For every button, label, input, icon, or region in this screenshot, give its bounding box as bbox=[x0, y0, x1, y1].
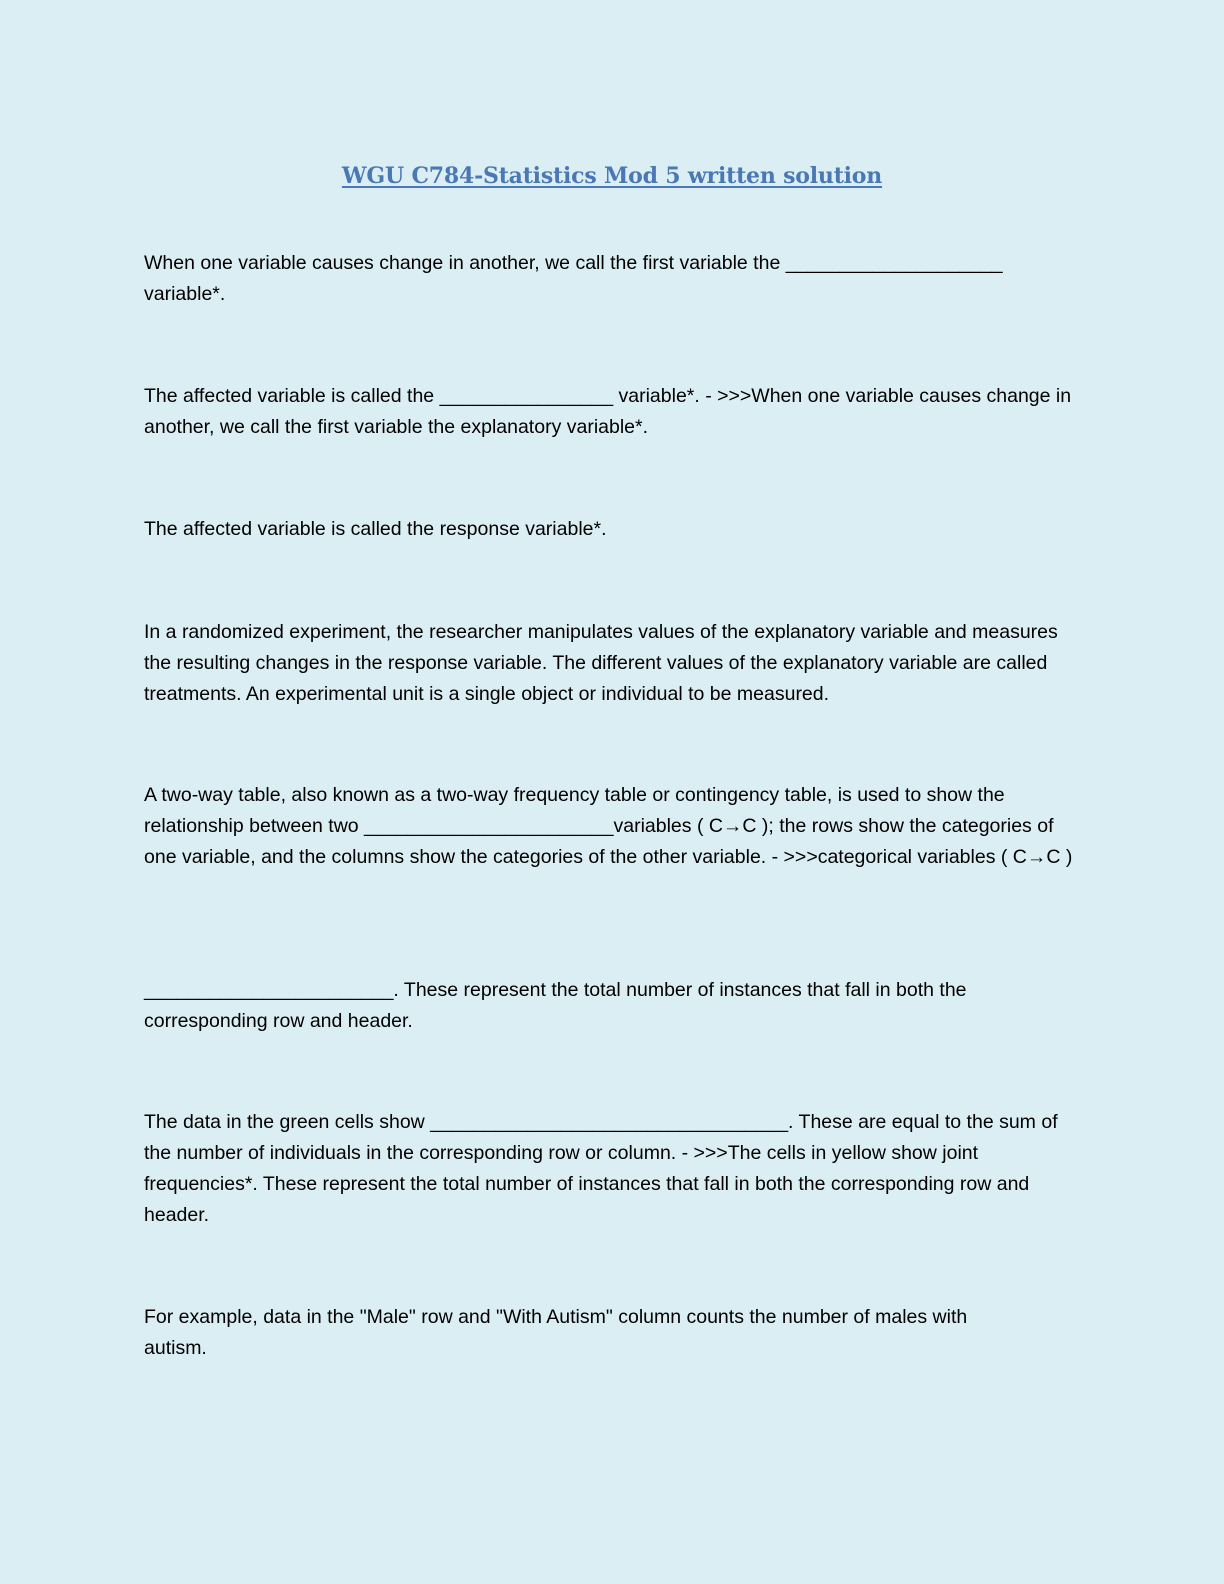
paragraph-response-answer: The affected variable is called the response variable*. bbox=[144, 518, 607, 540]
paragraph-two-way-table: A two-way table, also known as a two-way frequency table or contingency table, is used to show the relationship between two _______________________variables ( C→C ); the rows show the categories of one variable, and the columns show the categories of the other variable. - >>>categorical variables ( C→C ) bbox=[144, 784, 1073, 868]
paragraph-joint-frequencies-question: _______________________. These represent the total number of instances that fall in both the corresponding row and header. bbox=[144, 979, 967, 1032]
paragraph-randomized-experiment: In a randomized experiment, the researcher manipulates values of the explanatory variable and measures the resulting changes in the response variable. The different values of the explanatory variable are called treatments. An experimental unit is a single object or individual to be measured. bbox=[144, 621, 1058, 705]
paragraph-response-question: The affected variable is called the ________________ variable*. - >>>When one variable causes change in another, we call the first variable the explanatory variable*. bbox=[144, 385, 1072, 438]
paragraph-green-cells: The data in the green cells show _________________________________. These are equal to the sum of the number of individuals in the corresponding row or column. - >>>The cells in yellow show joint frequencies*. These represent the total number of instances that fall in both the corresponding row and header. bbox=[144, 1111, 1058, 1226]
paragraph-explanatory-question: When one variable causes change in another, we call the first variable the ____________________ variable*. bbox=[144, 252, 1003, 305]
paragraph-example: For example, data in the "Male" row and "With Autism" column counts the number of males with autism. bbox=[144, 1306, 968, 1359]
document-title: WGU C784-Statistics Mod 5 written solution bbox=[341, 163, 883, 189]
